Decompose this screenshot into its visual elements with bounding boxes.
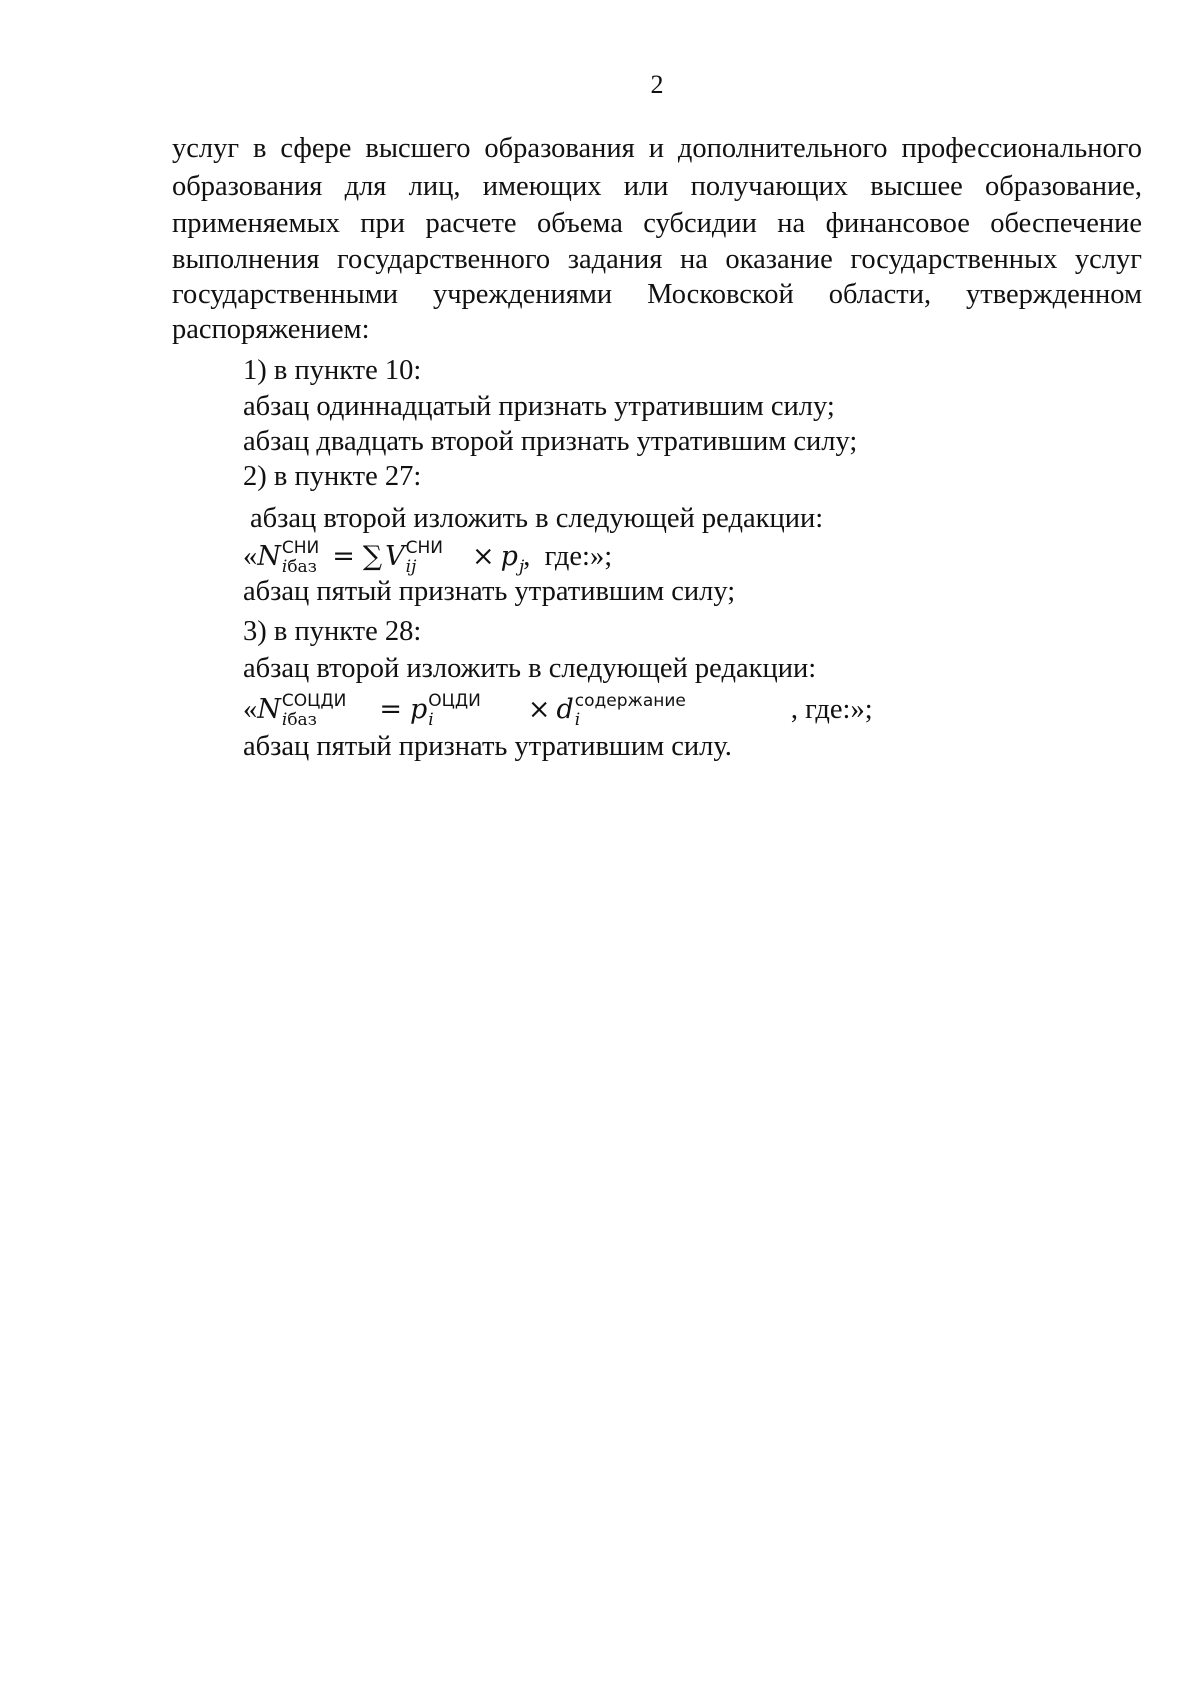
sum-sign: ∑ [362, 541, 383, 572]
subscript: i [428, 710, 434, 730]
subscript: iбаз [281, 557, 317, 577]
item-line: абзац второй изложить в следующей редакции: [250, 503, 824, 534]
formula-tail: , где:»; [523, 541, 613, 572]
formula-sni: «N СНИ iбаз = ∑ V СНИ ij × p j , где:»; [243, 538, 613, 577]
times-sign: × [527, 694, 551, 725]
open-quote: « [243, 541, 258, 572]
equals-sign: = [332, 541, 355, 572]
formula-socdi: «N СОЦДИ iбаз = p ОЦДИ i × d содержание i , где:»; [243, 691, 873, 730]
equals-sign: = [379, 694, 402, 725]
item-heading: 1) в пункте 10: [243, 355, 422, 386]
times-sign: × [472, 541, 495, 572]
item-heading: 2) в пункте 27: [243, 461, 422, 492]
subscript: ij [405, 557, 417, 577]
open-quote: « [243, 694, 258, 725]
paragraph-line: услуг в сфере высшего образования и дополнительного профессионального [172, 133, 1142, 164]
item-line: абзац двадцать второй признать утратившим силу; [243, 426, 858, 457]
paragraph-line: выполнения государственного задания на оказание государственных услуг [172, 244, 1142, 275]
item-line: абзац второй изложить в следующей редакции: [243, 653, 817, 684]
paragraph-line: образования для лиц, имеющих или получающих высшее образование, [172, 171, 1142, 202]
paragraph-last-line: распоряжением: [172, 314, 370, 345]
subscript: i [574, 710, 581, 730]
paragraph-line: государственными учреждениями Московской области, утвержденном [172, 279, 1142, 310]
subscript: iбаз [281, 710, 317, 730]
item-heading: 3) в пункте 28: [243, 616, 422, 647]
item-line: абзац пятый признать утратившим силу. [243, 731, 732, 762]
paragraph-line: применяемых при расчете объема субсидии на финансовое обеспечение [172, 208, 1142, 239]
page-number: 2 [650, 70, 664, 99]
subscript: j [518, 557, 525, 577]
formula-tail: , где:»; [790, 694, 873, 725]
item-line: абзац одиннадцатый признать утратившим силу; [243, 391, 835, 422]
formula-term-n: N [257, 541, 281, 572]
item-line: абзац пятый признать утратившим силу; [243, 576, 736, 607]
